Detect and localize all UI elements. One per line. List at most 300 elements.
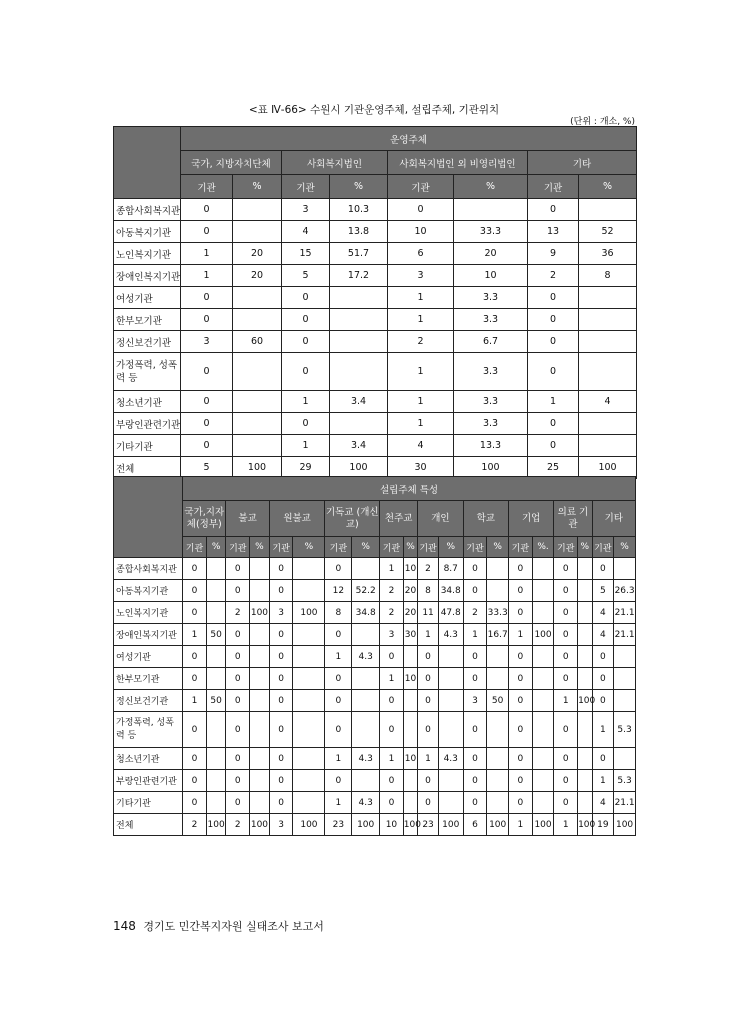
table-cell: 0	[325, 712, 352, 748]
sub-header: 기관	[181, 175, 233, 199]
row-label: 아동복지기관	[114, 580, 183, 602]
operating-entity-table	[113, 126, 637, 479]
table-cell	[206, 668, 226, 690]
table-cell: 52	[579, 221, 637, 243]
table-cell: 10	[454, 265, 528, 287]
table-cell	[579, 309, 637, 331]
table-cell	[487, 792, 509, 814]
table-cell	[487, 646, 509, 668]
sub-header: 기관	[388, 175, 454, 199]
sub-header: 기관	[226, 537, 250, 558]
table-cell: 1	[325, 792, 352, 814]
table-cell	[438, 770, 463, 792]
table-cell	[233, 413, 282, 435]
table-cell: 0	[181, 353, 233, 391]
table-cell	[614, 646, 636, 668]
table-cell: 0	[508, 690, 532, 712]
table-row	[114, 331, 637, 353]
table-cell: 0	[181, 221, 233, 243]
table-cell	[578, 580, 592, 602]
sub-header: 기관	[380, 537, 404, 558]
table-cell	[250, 792, 270, 814]
sub-headers	[114, 537, 636, 558]
table-cell: 0	[325, 770, 352, 792]
table-cell	[578, 748, 592, 770]
sub-header: %	[250, 537, 270, 558]
table-row	[114, 435, 637, 457]
table-cell	[352, 690, 380, 712]
table-cell: 0	[528, 287, 579, 309]
table-cell: 13	[528, 221, 579, 243]
table-cell: 100	[233, 457, 282, 479]
table-cell: 4	[282, 221, 330, 243]
table-cell	[206, 580, 226, 602]
table-cell: 20	[233, 243, 282, 265]
table-cell: 2	[388, 331, 454, 353]
table-cell: 0	[183, 770, 207, 792]
table-cell: 1	[380, 668, 404, 690]
table-cell: 0	[554, 770, 578, 792]
table-cell: 4	[592, 624, 614, 646]
table-cell: 100	[454, 457, 528, 479]
table-cell: 50	[206, 690, 226, 712]
table-cell	[532, 792, 554, 814]
row-label: 부랑인관련기관	[114, 770, 183, 792]
table-cell: 5.3	[614, 712, 636, 748]
table-row	[114, 712, 636, 748]
table-cell: 0	[463, 558, 487, 580]
col-header: 천주교	[380, 501, 418, 537]
table-cell	[487, 712, 509, 748]
table-cell: 10	[403, 748, 417, 770]
table-cell: 0	[282, 287, 330, 309]
table-cell	[330, 309, 388, 331]
row-label: 한부모기관	[114, 309, 181, 331]
table-cell	[250, 580, 270, 602]
table-cell: 0	[592, 690, 614, 712]
table-cell: 0	[380, 712, 404, 748]
table-cell: 34.8	[352, 602, 380, 624]
table-cell: 3.4	[330, 391, 388, 413]
table-cell: 29	[282, 457, 330, 479]
table-cell: 47.8	[438, 602, 463, 624]
table-cell: 0	[380, 690, 404, 712]
table-cell: 0	[269, 624, 293, 646]
row-label: 가정폭력, 성폭력 등	[114, 353, 181, 391]
table-cell	[438, 792, 463, 814]
table-cell: 100	[352, 814, 380, 836]
table-cell	[352, 624, 380, 646]
table-cell: 6	[388, 243, 454, 265]
table-row	[114, 792, 636, 814]
table-cell: 0	[592, 668, 614, 690]
table-cell	[293, 558, 325, 580]
table-cell	[330, 287, 388, 309]
table-cell: 3	[463, 690, 487, 712]
row-label: 아동복지기관	[114, 221, 181, 243]
table-cell: 0	[528, 353, 579, 391]
table-cell: 0	[508, 748, 532, 770]
table-cell: 0	[226, 646, 250, 668]
table-cell: 1	[592, 712, 614, 748]
table-cell: 20	[403, 580, 417, 602]
row-label: 노인복지기관	[114, 602, 183, 624]
table-row	[114, 770, 636, 792]
table-cell: 9	[528, 243, 579, 265]
table-cell: 1	[282, 391, 330, 413]
table-cell: 3	[388, 265, 454, 287]
table-cell: 1	[181, 243, 233, 265]
table-cell: 12	[325, 580, 352, 602]
table-cell: 6	[463, 814, 487, 836]
table-cell: 100	[578, 814, 592, 836]
table-cell: 11	[418, 602, 439, 624]
table-cell: 3	[282, 199, 330, 221]
table-cell: 4	[592, 792, 614, 814]
table-cell	[579, 199, 637, 221]
table-cell: 52.2	[352, 580, 380, 602]
table-cell: 0	[508, 646, 532, 668]
sub-header: 기관	[592, 537, 614, 558]
col-header: 국가, 지방자치단체	[181, 151, 282, 175]
table-cell: 0	[380, 770, 404, 792]
table-cell	[206, 558, 226, 580]
row-label: 여성기관	[114, 646, 183, 668]
table-cell	[532, 748, 554, 770]
table-cell: 0	[181, 435, 233, 457]
table-cell	[250, 770, 270, 792]
table-cell: 4.3	[438, 624, 463, 646]
table-cell: 0	[592, 748, 614, 770]
table-cell: 0	[183, 792, 207, 814]
table-cell: 0	[269, 580, 293, 602]
table-cell: 23	[418, 814, 439, 836]
sub-header: 기관	[282, 175, 330, 199]
table-cell: 1	[183, 690, 207, 712]
table-cell	[403, 712, 417, 748]
table-cell: 10	[403, 558, 417, 580]
table-cell: 100	[438, 814, 463, 836]
table-cell: 4	[388, 435, 454, 457]
sub-header: 기관	[418, 537, 439, 558]
table-cell: 2	[226, 602, 250, 624]
table-cell: 0	[418, 770, 439, 792]
table-cell: 10	[403, 668, 417, 690]
table-cell: 1	[592, 770, 614, 792]
table-cell: 4	[579, 391, 637, 413]
table-cell: 0	[183, 668, 207, 690]
table-cell: 2	[380, 602, 404, 624]
table-cell: 100	[532, 814, 554, 836]
table-cell: 6.7	[454, 331, 528, 353]
table-cell: 1	[418, 624, 439, 646]
row-label: 정신보건기관	[114, 331, 181, 353]
table-cell: 0	[226, 690, 250, 712]
table-cell: 0	[269, 770, 293, 792]
table-cell: 0	[388, 199, 454, 221]
table-cell	[614, 668, 636, 690]
table-cell: 33.3	[487, 602, 509, 624]
table-cell	[233, 391, 282, 413]
table-row	[114, 690, 636, 712]
table-cell	[403, 770, 417, 792]
table-cell: 17.2	[330, 265, 388, 287]
table-cell	[614, 558, 636, 580]
table-cell: 0	[554, 792, 578, 814]
table-cell	[532, 580, 554, 602]
table-cell: 0	[554, 580, 578, 602]
sub-header: %	[579, 175, 637, 199]
col-header: 사회복지법인 외 비영리법인	[388, 151, 528, 175]
table-cell: 1	[183, 624, 207, 646]
sub-header: 기관	[269, 537, 293, 558]
table-cell: 0	[554, 748, 578, 770]
table-cell: 1	[325, 646, 352, 668]
table-cell: 0	[508, 712, 532, 748]
row-label: 장애인복지기관	[114, 265, 181, 287]
table-cell	[579, 287, 637, 309]
table-cell: 2	[226, 814, 250, 836]
table-cell	[233, 309, 282, 331]
row-label: 노인복지기관	[114, 243, 181, 265]
table-cell: 0	[463, 770, 487, 792]
table-cell: 0	[183, 712, 207, 748]
table-title: <표 Ⅳ-66> 수원시 기관운영주체, 설립주체, 기관위치	[248, 104, 500, 116]
table-cell: 5	[282, 265, 330, 287]
col-header: 원불교	[269, 501, 325, 537]
col-header: 국가,지자체(정부)	[183, 501, 226, 537]
sub-header: %	[487, 537, 509, 558]
table-cell	[352, 770, 380, 792]
table-cell	[454, 199, 528, 221]
table-cell: 0	[418, 792, 439, 814]
sub-header: %	[352, 537, 380, 558]
row-label: 여성기관	[114, 287, 181, 309]
table-cell: 0	[508, 580, 532, 602]
table-row	[114, 558, 636, 580]
table-cell: 0	[282, 309, 330, 331]
table-cell: 4.3	[438, 748, 463, 770]
table-cell: 0	[226, 770, 250, 792]
row-label: 기타기관	[114, 792, 183, 814]
table-cell	[293, 712, 325, 748]
table-cell	[438, 646, 463, 668]
table-cell: 100	[250, 602, 270, 624]
table-cell: 0	[183, 602, 207, 624]
table-cell: 20	[233, 265, 282, 287]
table-cell: 0	[269, 668, 293, 690]
table-cell: 21.1	[614, 602, 636, 624]
table-cell: 3.3	[454, 287, 528, 309]
table-cell: 8	[418, 580, 439, 602]
table-cell	[403, 792, 417, 814]
table-cell: 36	[579, 243, 637, 265]
sub-header: %	[233, 175, 282, 199]
table-cell	[438, 690, 463, 712]
table-cell	[352, 712, 380, 748]
table-cell: 0	[181, 287, 233, 309]
row-label: 종합사회복지관	[114, 199, 181, 221]
table-cell: 0	[418, 646, 439, 668]
table-cell: 3.3	[454, 391, 528, 413]
table-cell	[403, 690, 417, 712]
table-cell: 3.3	[454, 309, 528, 331]
table-cell: 13.3	[454, 435, 528, 457]
table-cell	[293, 748, 325, 770]
table-cell: 3.4	[330, 435, 388, 457]
table-cell: 100	[206, 814, 226, 836]
table-cell: 3	[380, 624, 404, 646]
table-cell	[250, 646, 270, 668]
table-cell: 0	[183, 580, 207, 602]
table-cell: 1	[463, 624, 487, 646]
table-cell: 5	[592, 580, 614, 602]
table-cell: 0	[226, 792, 250, 814]
table-cell	[579, 353, 637, 391]
table-cell: 0	[418, 712, 439, 748]
table-cell: 0	[269, 690, 293, 712]
table-cell: 34.8	[438, 580, 463, 602]
table-cell: 0	[181, 309, 233, 331]
sub-header: 기관	[528, 175, 579, 199]
table1-body	[114, 199, 637, 479]
table-row	[114, 668, 636, 690]
table-row	[114, 309, 637, 331]
table-cell: 1	[388, 353, 454, 391]
table-cell: 0	[226, 668, 250, 690]
table-cell: 25	[528, 457, 579, 479]
table-cell: 0	[508, 602, 532, 624]
table-cell	[403, 646, 417, 668]
table-cell	[206, 748, 226, 770]
table-cell: 0	[528, 199, 579, 221]
table-cell	[579, 435, 637, 457]
table-cell: 0	[325, 624, 352, 646]
table-cell: 0	[269, 646, 293, 668]
table-cell: 30	[388, 457, 454, 479]
table-cell: 0	[554, 602, 578, 624]
table-cell: 3	[269, 602, 293, 624]
table-cell: 0	[528, 413, 579, 435]
table-cell: 21.1	[614, 624, 636, 646]
table-cell: 3	[181, 331, 233, 353]
table-cell	[578, 558, 592, 580]
table-cell: 5	[181, 457, 233, 479]
table-cell: 0	[508, 558, 532, 580]
table-row	[114, 199, 637, 221]
col-header: 기업	[508, 501, 553, 537]
col-header: 불교	[226, 501, 269, 537]
table-cell	[293, 646, 325, 668]
table-cell: 0	[325, 690, 352, 712]
table-cell	[206, 712, 226, 748]
table-cell: 3.3	[454, 413, 528, 435]
unit-label: (단위 : 개소, %)	[570, 117, 635, 127]
table-cell	[579, 413, 637, 435]
founding-entity-table	[113, 476, 636, 836]
table-cell	[532, 668, 554, 690]
sub-header: 기관	[183, 537, 207, 558]
table-cell: 0	[554, 712, 578, 748]
row-label: 한부모기관	[114, 668, 183, 690]
sub-header: %	[206, 537, 226, 558]
table-cell	[578, 602, 592, 624]
table-cell: 4.3	[352, 646, 380, 668]
table-cell: 0	[183, 748, 207, 770]
table-cell	[532, 602, 554, 624]
table-cell: 100	[614, 814, 636, 836]
table-cell: 0	[226, 712, 250, 748]
table-cell: 0	[418, 690, 439, 712]
table-cell: 0	[181, 199, 233, 221]
table-cell: 1	[418, 748, 439, 770]
table-row	[114, 243, 637, 265]
table-cell: 100	[403, 814, 417, 836]
table-cell	[487, 668, 509, 690]
table-cell: 1	[380, 558, 404, 580]
table-cell: 50	[487, 690, 509, 712]
table-cell	[206, 602, 226, 624]
table-cell: 8	[579, 265, 637, 287]
table-cell: 0	[554, 646, 578, 668]
table-row	[114, 413, 637, 435]
sub-header: 기관	[325, 537, 352, 558]
table-cell: 10.3	[330, 199, 388, 221]
table-cell: 8.7	[438, 558, 463, 580]
sub-header: 기관	[554, 537, 578, 558]
table-cell: 26.3	[614, 580, 636, 602]
table-cell: 0	[282, 353, 330, 391]
table-cell: 3	[269, 814, 293, 836]
table-cell: 30	[403, 624, 417, 646]
table-cell: 2	[380, 580, 404, 602]
table-cell: 16.7	[487, 624, 509, 646]
table-cell: 0	[463, 646, 487, 668]
row-label: 부랑인관련기관	[114, 413, 181, 435]
table-cell	[352, 558, 380, 580]
table-cell	[487, 770, 509, 792]
table-cell	[250, 712, 270, 748]
table-cell: 0	[463, 748, 487, 770]
table-cell	[352, 668, 380, 690]
sub-header: %	[614, 537, 636, 558]
table-cell: 0	[528, 331, 579, 353]
row-label: 장애인복지기관	[114, 624, 183, 646]
col-header: 기타	[592, 501, 635, 537]
table-cell	[250, 668, 270, 690]
table-cell: 1	[282, 435, 330, 457]
table-cell: 100	[250, 814, 270, 836]
page-footer	[113, 918, 324, 934]
table-cell: 0	[508, 770, 532, 792]
table-cell: 0	[226, 624, 250, 646]
table-cell: 100	[579, 457, 637, 479]
table-cell: 0	[508, 668, 532, 690]
col-header: 학교	[463, 501, 508, 537]
table-cell: 1	[554, 814, 578, 836]
table-cell: 0	[269, 712, 293, 748]
table-cell: 0	[181, 413, 233, 435]
table-cell: 0	[325, 558, 352, 580]
table-cell: 0	[226, 558, 250, 580]
table-cell: 20	[454, 243, 528, 265]
report-title: 경기도 민간복지자원 실태조사 보고서	[143, 920, 324, 933]
table-cell: 10	[380, 814, 404, 836]
table-cell: 4.3	[352, 748, 380, 770]
table-cell	[579, 331, 637, 353]
sub-header: 기관	[508, 537, 532, 558]
table-cell	[233, 287, 282, 309]
